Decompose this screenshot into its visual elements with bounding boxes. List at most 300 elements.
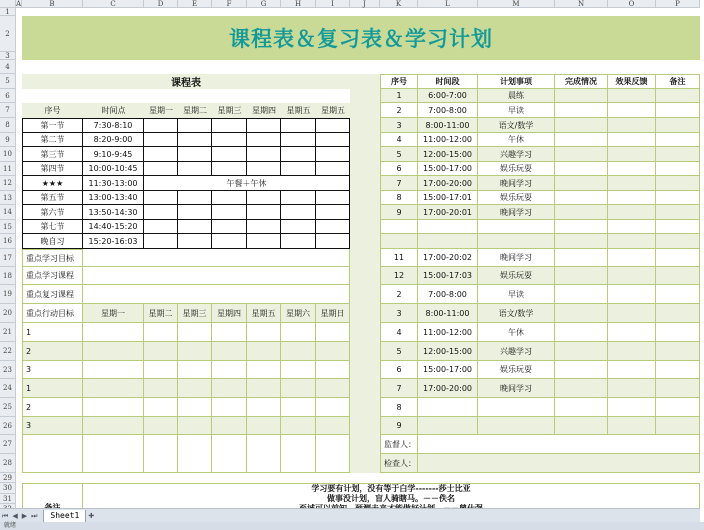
column-header[interactable]: B [22, 0, 83, 8]
course-cell[interactable] [178, 118, 212, 133]
column-header[interactable]: G [247, 0, 281, 8]
action-goal-cell[interactable] [212, 379, 247, 398]
plan-input-cell[interactable] [608, 220, 656, 234]
course-cell[interactable] [212, 118, 247, 133]
row-header[interactable]: 21 [0, 323, 16, 342]
course-cell[interactable] [247, 162, 281, 176]
plan-input-cell[interactable] [608, 234, 656, 249]
action-goal-cell[interactable] [144, 342, 178, 361]
plan-input-cell[interactable] [656, 379, 700, 398]
plan-input-cell[interactable] [656, 285, 700, 304]
course-cell[interactable] [144, 118, 178, 133]
row-header[interactable]: 18 [0, 267, 16, 285]
course-cell[interactable] [144, 234, 178, 249]
plan-input-cell[interactable] [555, 133, 608, 147]
course-cell[interactable] [281, 118, 316, 133]
column-j-strip [350, 74, 380, 473]
action-goal-number: 1 [22, 323, 83, 342]
action-goal-cell[interactable] [281, 417, 316, 435]
row-header[interactable]: 27 [0, 435, 16, 454]
weekday-header: 星期三 [178, 304, 212, 323]
course-cell[interactable] [247, 234, 281, 249]
course-cell[interactable] [144, 147, 178, 162]
course-cell[interactable] [144, 205, 178, 220]
course-cell[interactable] [316, 205, 350, 220]
row-header[interactable]: 28 [0, 454, 16, 473]
first-sheet-nav-icon[interactable]: ⏮ [2, 511, 9, 520]
action-goal-cell[interactable] [144, 435, 178, 473]
course-cell[interactable] [281, 220, 316, 234]
row-header[interactable]: 12 [0, 176, 16, 191]
plan-input-cell[interactable] [656, 342, 700, 361]
column-header[interactable]: I [316, 0, 350, 8]
row-header[interactable]: 17 [0, 249, 16, 267]
plan-time-slot[interactable]: 8:00-11:00 [418, 304, 478, 323]
action-goal-number: 1 [22, 379, 83, 398]
plan-input-cell[interactable] [555, 417, 608, 435]
action-goal-cell[interactable] [316, 361, 350, 379]
course-cell[interactable] [281, 234, 316, 249]
column-header[interactable]: N [555, 0, 608, 8]
plan-input-cell[interactable] [608, 285, 656, 304]
row-header[interactable]: 5 [0, 74, 16, 89]
action-goal-cell[interactable] [316, 323, 350, 342]
plan-input-cell[interactable] [656, 234, 700, 249]
plan-input-cell[interactable] [656, 323, 700, 342]
course-cell[interactable] [178, 191, 212, 205]
plan-input-cell[interactable] [608, 118, 656, 133]
plan-item[interactable]: 娱乐玩耍 [478, 191, 555, 205]
plan-input-cell[interactable] [555, 361, 608, 379]
plan-input-cell[interactable] [608, 176, 656, 191]
row-header[interactable]: 1 [0, 8, 16, 16]
row-header[interactable]: 23 [0, 361, 16, 379]
action-goal-cell[interactable] [212, 361, 247, 379]
action-goal-cell[interactable] [281, 379, 316, 398]
column-header[interactable]: M [478, 0, 555, 8]
action-goal-cell[interactable] [178, 361, 212, 379]
plan-input-cell[interactable] [656, 191, 700, 205]
plan-input-cell[interactable] [555, 304, 608, 323]
plan-input-cell[interactable] [608, 361, 656, 379]
action-goal-cell[interactable] [316, 379, 350, 398]
sheet-tab[interactable]: Sheet1 [43, 510, 86, 523]
action-goal-cell[interactable] [247, 398, 281, 417]
column-header[interactable]: A [15, 0, 22, 8]
period-time: 10:00-10:45 [83, 162, 144, 176]
plan-time-slot[interactable]: 11:00-12:00 [418, 323, 478, 342]
plan-time-slot[interactable]: 6:00-7:00 [418, 89, 478, 103]
row-header[interactable]: 11 [0, 162, 16, 176]
action-goal-cell[interactable] [212, 398, 247, 417]
plan-time-slot[interactable] [418, 220, 478, 234]
course-header-cell: 星期五 [281, 103, 316, 118]
column-header[interactable]: H [281, 0, 316, 8]
plan-input-cell[interactable] [555, 323, 608, 342]
course-cell[interactable] [316, 147, 350, 162]
plan-time-slot[interactable] [418, 234, 478, 249]
plan-item[interactable]: 语文/数学 [478, 118, 555, 133]
plan-header-cell: 计划事项 [478, 74, 555, 89]
row-header[interactable]: 7 [0, 103, 16, 118]
plan-input-cell[interactable] [608, 417, 656, 435]
plan-input-cell[interactable] [608, 162, 656, 176]
plan-input-cell[interactable] [555, 342, 608, 361]
course-cell[interactable] [247, 205, 281, 220]
row-header[interactable]: 16 [0, 234, 16, 249]
action-goal-cell[interactable] [212, 342, 247, 361]
plan-time-slot[interactable]: 12:00-15:00 [418, 147, 478, 162]
action-goal-cell[interactable] [144, 361, 178, 379]
course-cell[interactable] [144, 191, 178, 205]
plan-input-cell[interactable] [608, 323, 656, 342]
plan-item[interactable]: 娱乐玩耍 [478, 162, 555, 176]
action-goal-cell[interactable] [247, 435, 281, 473]
action-goal-cell[interactable] [281, 398, 316, 417]
column-header[interactable]: P [656, 0, 700, 8]
plan-row-number: 4 [380, 133, 418, 147]
focus-input[interactable] [83, 285, 350, 304]
action-goal-cell[interactable] [247, 379, 281, 398]
plan-input-cell[interactable] [555, 205, 608, 220]
course-cell[interactable] [212, 191, 247, 205]
action-goal-cell[interactable] [83, 342, 144, 361]
plan-row-number: 9 [380, 417, 418, 435]
row-header[interactable]: 19 [0, 285, 16, 304]
period-label: 第二节 [22, 133, 83, 147]
row-header[interactable]: 3 [0, 52, 16, 60]
action-goal-cell[interactable] [178, 417, 212, 435]
plan-item[interactable]: 午休 [478, 323, 555, 342]
plan-input-cell[interactable] [608, 398, 656, 417]
plan-item[interactable]: 早读 [478, 285, 555, 304]
course-cell[interactable] [212, 133, 247, 147]
plan-input-cell[interactable] [656, 398, 700, 417]
plan-input-cell[interactable] [608, 147, 656, 162]
plan-input-cell[interactable] [555, 118, 608, 133]
plan-time-slot[interactable]: 15:00-17:00 [418, 361, 478, 379]
plan-input-cell[interactable] [555, 147, 608, 162]
row-header[interactable]: 6 [0, 89, 16, 103]
course-cell[interactable] [281, 191, 316, 205]
plan-time-slot[interactable]: 7:00-8:00 [418, 285, 478, 304]
weekday-header: 星期日 [316, 304, 350, 323]
plan-item[interactable]: 语文/数学 [478, 304, 555, 323]
plan-item[interactable]: 晚间学习 [478, 176, 555, 191]
course-cell[interactable] [178, 133, 212, 147]
plan-item[interactable]: 早读 [478, 103, 555, 118]
plan-input-cell[interactable] [608, 304, 656, 323]
course-cell[interactable] [144, 220, 178, 234]
plan-input-cell[interactable] [555, 176, 608, 191]
column-header[interactable]: D [144, 0, 178, 8]
course-cell[interactable] [281, 205, 316, 220]
course-cell[interactable] [212, 220, 247, 234]
course-cell[interactable] [178, 205, 212, 220]
plan-item[interactable]: 晚间学习 [478, 379, 555, 398]
course-cell[interactable] [316, 162, 350, 176]
action-goal-cell[interactable] [281, 361, 316, 379]
course-header-cell: 序号 [22, 103, 83, 118]
plan-input-cell[interactable] [555, 285, 608, 304]
action-goal-number: 2 [22, 342, 83, 361]
action-goal-cell[interactable] [281, 342, 316, 361]
plan-input-cell[interactable] [608, 205, 656, 220]
period-time: 8:20-9:00 [83, 133, 144, 147]
plan-item[interactable] [478, 417, 555, 435]
action-goal-cell[interactable] [212, 435, 247, 473]
plan-time-slot[interactable]: 17:00-20:00 [418, 176, 478, 191]
quote-line: 学习要有计划，没有等于白学-------莎士比亚 [311, 484, 471, 493]
plan-time-slot[interactable] [418, 398, 478, 417]
course-cell[interactable] [178, 162, 212, 176]
plan-input-cell[interactable] [608, 379, 656, 398]
action-goal-cell[interactable] [83, 435, 144, 473]
column-header[interactable]: J [350, 0, 380, 8]
sheet-tab-bar [0, 508, 700, 523]
plan-input-cell[interactable] [608, 133, 656, 147]
plan-row-number: 4 [380, 323, 418, 342]
plan-input-cell[interactable] [656, 103, 700, 118]
plan-input-cell[interactable] [656, 205, 700, 220]
plan-input-cell[interactable] [608, 191, 656, 205]
plan-input-cell[interactable] [656, 267, 700, 285]
action-goal-cell[interactable] [83, 361, 144, 379]
row-header[interactable]: 15 [0, 220, 16, 234]
course-cell[interactable] [316, 220, 350, 234]
row-header[interactable]: 30 [0, 483, 16, 494]
period-label: 第一节 [22, 118, 83, 133]
course-cell[interactable] [247, 133, 281, 147]
action-goal-cell[interactable] [178, 435, 212, 473]
plan-time-slot[interactable]: 11:00-12:00 [418, 133, 478, 147]
row-header[interactable]: 9 [0, 133, 16, 147]
plan-input-cell[interactable] [555, 103, 608, 118]
last-sheet-nav-icon[interactable]: ⏭ [31, 511, 38, 520]
period-time: 9:10-9:45 [83, 147, 144, 162]
plan-input-cell[interactable] [656, 147, 700, 162]
course-cell[interactable] [178, 234, 212, 249]
period-time: 13:00-13:40 [83, 191, 144, 205]
plan-item[interactable]: 晨练 [478, 89, 555, 103]
action-goal-cell[interactable] [144, 417, 178, 435]
action-goal-cell[interactable] [144, 398, 178, 417]
plan-input-cell[interactable] [656, 220, 700, 234]
plan-item[interactable]: 兴趣学习 [478, 342, 555, 361]
next-sheet-nav-icon[interactable]: ▶ [21, 512, 28, 520]
row-header[interactable]: 26 [0, 417, 16, 435]
supervisor-input[interactable] [418, 435, 700, 454]
action-goal-cell[interactable] [178, 323, 212, 342]
plan-input-cell[interactable] [608, 89, 656, 103]
plan-item[interactable] [478, 398, 555, 417]
action-goal-cell[interactable] [247, 361, 281, 379]
plan-input-cell[interactable] [656, 162, 700, 176]
course-cell[interactable] [247, 118, 281, 133]
column-header[interactable]: O [608, 0, 656, 8]
row-header[interactable]: 13 [0, 191, 16, 205]
plan-row-number: 6 [380, 162, 418, 176]
plan-time-slot[interactable]: 8:00-11:00 [418, 118, 478, 133]
plan-item[interactable]: 娱乐玩耍 [478, 361, 555, 379]
plan-input-cell[interactable] [656, 133, 700, 147]
plan-input-cell[interactable] [555, 249, 608, 267]
period-time: 11:30-13:00 [83, 176, 144, 191]
course-cell[interactable] [281, 162, 316, 176]
prev-sheet-nav-icon[interactable]: ◀ [12, 512, 18, 520]
action-goal-number: 2 [22, 398, 83, 417]
action-goal-cell[interactable] [316, 435, 350, 473]
course-cell[interactable] [144, 133, 178, 147]
row-header[interactable]: 24 [0, 379, 16, 398]
plan-header-cell: 时间段 [418, 74, 478, 89]
action-goal-cell[interactable] [212, 417, 247, 435]
plan-row-number: 1 [380, 89, 418, 103]
plan-time-slot[interactable] [418, 417, 478, 435]
checker-input[interactable] [418, 454, 700, 473]
action-goal-cell[interactable] [83, 417, 144, 435]
plan-input-cell[interactable] [608, 249, 656, 267]
plan-item[interactable]: 午休 [478, 133, 555, 147]
row-header[interactable]: 20 [0, 304, 16, 323]
plan-input-cell[interactable] [555, 89, 608, 103]
action-goal-cell[interactable] [212, 323, 247, 342]
course-cell[interactable] [316, 133, 350, 147]
focus-input[interactable] [83, 267, 350, 285]
plan-item[interactable] [478, 220, 555, 234]
plan-input-cell[interactable] [656, 176, 700, 191]
plan-row-number: 6 [380, 361, 418, 379]
plan-item[interactable]: 兴趣学习 [478, 147, 555, 162]
course-cell[interactable] [247, 147, 281, 162]
plan-time-slot[interactable]: 7:00-8:00 [418, 103, 478, 118]
plan-row-number: 2 [380, 103, 418, 118]
focus-input[interactable] [83, 249, 350, 267]
weekday-header: 星期一 [83, 304, 144, 323]
plan-input-cell[interactable] [555, 191, 608, 205]
action-goal-cell[interactable] [247, 417, 281, 435]
plan-time-slot[interactable]: 15:00-17:03 [418, 267, 478, 285]
course-cell[interactable] [316, 234, 350, 249]
insert-sheet-icon[interactable]: ✚ [88, 512, 95, 520]
action-goal-cell[interactable] [144, 323, 178, 342]
quote-line: 做事没计划，盲人骑瞎马。－－佚名 [327, 494, 455, 503]
course-cell[interactable] [247, 220, 281, 234]
action-goal-cell[interactable] [316, 398, 350, 417]
action-goal-cell[interactable] [83, 379, 144, 398]
column-header[interactable]: L [418, 0, 478, 8]
action-goal-cell[interactable] [247, 323, 281, 342]
row-header[interactable]: 22 [0, 342, 16, 361]
plan-row-number: 8 [380, 191, 418, 205]
plan-time-slot[interactable]: 17:00-20:02 [418, 249, 478, 267]
course-cell[interactable] [281, 147, 316, 162]
action-goal-cell[interactable] [247, 342, 281, 361]
period-label: 第七节 [22, 220, 83, 234]
course-header-cell: 星期一 [144, 103, 178, 118]
plan-time-slot[interactable]: 17:00-20:01 [418, 205, 478, 220]
row-header[interactable]: 4 [0, 60, 16, 74]
plan-input-cell[interactable] [608, 342, 656, 361]
row-header[interactable]: 29 [0, 473, 16, 483]
plan-time-slot[interactable]: 15:00-17:01 [418, 191, 478, 205]
plan-input-cell[interactable] [656, 249, 700, 267]
plan-input-cell[interactable] [555, 398, 608, 417]
column-header[interactable]: C [83, 0, 144, 8]
weekday-header: 星期二 [144, 304, 178, 323]
action-goal-cell[interactable] [144, 379, 178, 398]
course-cell[interactable] [178, 147, 212, 162]
column-header[interactable]: K [380, 0, 418, 8]
row-header[interactable]: 14 [0, 205, 16, 220]
column-header[interactable]: F [212, 0, 247, 8]
course-cell[interactable] [212, 162, 247, 176]
course-cell[interactable] [316, 118, 350, 133]
course-cell[interactable] [178, 220, 212, 234]
action-goal-cell[interactable] [281, 435, 316, 473]
supervisor-label: 监督人： [380, 435, 418, 454]
plan-item[interactable]: 娱乐玩耍 [478, 267, 555, 285]
row-header[interactable]: 25 [0, 398, 16, 417]
plan-input-cell[interactable] [555, 234, 608, 249]
plan-item[interactable]: 晚间学习 [478, 249, 555, 267]
course-cell[interactable] [212, 234, 247, 249]
action-goal-extra[interactable] [22, 435, 83, 473]
plan-input-cell[interactable] [656, 361, 700, 379]
plan-time-slot[interactable]: 12:00-15:00 [418, 342, 478, 361]
row-header[interactable]: 2 [0, 16, 16, 52]
course-cell[interactable] [212, 147, 247, 162]
plan-input-cell[interactable] [656, 304, 700, 323]
plan-input-cell[interactable] [608, 103, 656, 118]
plan-time-slot[interactable]: 15:00-17:00 [418, 162, 478, 176]
plan-input-cell[interactable] [555, 162, 608, 176]
row-header[interactable]: 10 [0, 147, 16, 162]
plan-item[interactable]: 晚间学习 [478, 205, 555, 220]
plan-input-cell[interactable] [656, 89, 700, 103]
plan-row-number: 2 [380, 285, 418, 304]
course-cell[interactable] [144, 162, 178, 176]
plan-time-slot[interactable]: 17:00-20:00 [418, 379, 478, 398]
column-header[interactable]: E [178, 0, 212, 8]
action-goal-cell[interactable] [178, 398, 212, 417]
course-cell[interactable] [212, 205, 247, 220]
plan-row-number: 11 [380, 249, 418, 267]
action-goal-cell[interactable] [281, 323, 316, 342]
plan-item[interactable] [478, 234, 555, 249]
course-cell[interactable] [281, 133, 316, 147]
action-goal-cell[interactable] [83, 323, 144, 342]
plan-input-cell[interactable] [555, 220, 608, 234]
row-header[interactable]: 31 [0, 494, 16, 504]
plan-input-cell[interactable] [656, 118, 700, 133]
row-header[interactable]: 8 [0, 118, 16, 133]
plan-row-number: 5 [380, 342, 418, 361]
plan-input-cell[interactable] [555, 379, 608, 398]
action-goal-cell[interactable] [316, 342, 350, 361]
plan-input-cell[interactable] [608, 267, 656, 285]
course-cell[interactable] [247, 191, 281, 205]
plan-input-cell[interactable] [555, 267, 608, 285]
action-goal-cell[interactable] [178, 379, 212, 398]
plan-row-number: 7 [380, 379, 418, 398]
action-goal-cell[interactable] [178, 342, 212, 361]
plan-input-cell[interactable] [656, 417, 700, 435]
action-goal-cell[interactable] [316, 417, 350, 435]
action-goal-cell[interactable] [83, 398, 144, 417]
course-cell[interactable] [316, 191, 350, 205]
action-goal-label: 重点行动目标 [22, 304, 83, 323]
